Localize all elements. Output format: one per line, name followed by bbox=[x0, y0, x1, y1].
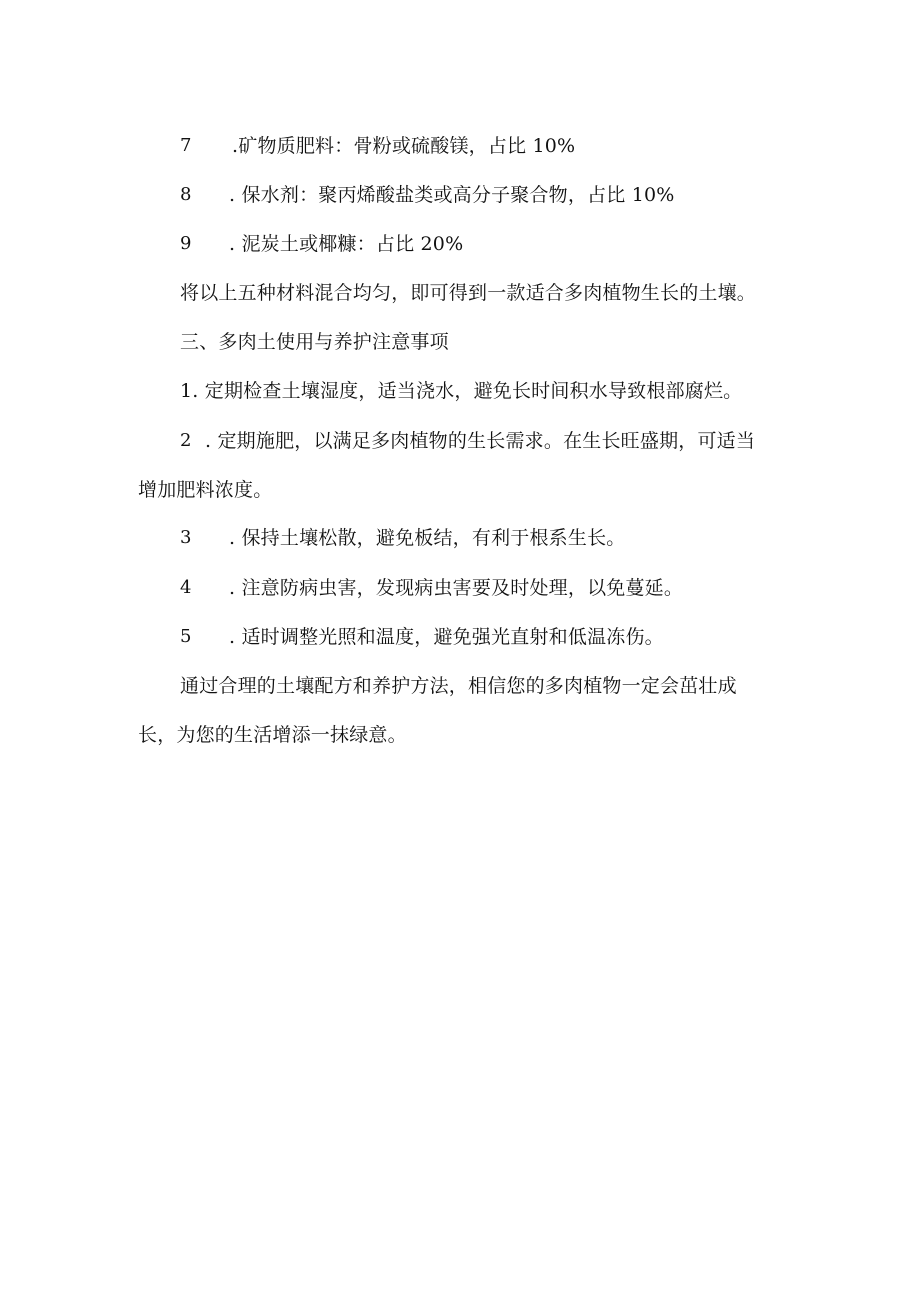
paragraph-mix-summary: 将以上五种材料混合均匀，即可得到一款适合多肉植物生长的土壤。 bbox=[180, 282, 757, 304]
tip-item-text: . 适时调整光照和温度，避免强光直射和低温冻伤。 bbox=[229, 626, 664, 648]
tip-item-number: 2 bbox=[180, 430, 192, 451]
list-item-text: .矿物质肥料：骨粉或硫酸镁，占比 10% bbox=[232, 135, 576, 157]
tip-item-text: . 定期施肥，以满足多肉植物的生长需求。在生长旺盛期，可适当 bbox=[205, 430, 756, 452]
tip-item: 1. 定期检查土壤湿度，适当浇水，避免长时间积水导致根部腐烂。 bbox=[180, 380, 743, 402]
list-item-number: 8 bbox=[180, 184, 192, 205]
list-item-number: 9 bbox=[180, 233, 192, 254]
tip-item-text: . 注意防病虫害，发现病虫害要及时处理，以免蔓延。 bbox=[229, 577, 684, 599]
paragraph-conclusion: 通过合理的土壤配方和养护方法，相信您的多肉植物一定会茁壮成 bbox=[180, 675, 737, 697]
section-heading: 三、多肉土使用与养护注意事项 bbox=[180, 331, 449, 353]
list-item-number: 7 bbox=[180, 135, 192, 156]
tip-item-number: 5 bbox=[180, 626, 192, 647]
tip-item-text-continued: 增加肥料浓度。 bbox=[138, 479, 273, 501]
list-item-text: . 保水剂：聚丙烯酸盐类或高分子聚合物，占比 10% bbox=[229, 184, 675, 206]
list-item-text: . 泥炭土或椰糠：占比 20% bbox=[229, 233, 464, 255]
tip-item-text: . 保持土壤松散，避免板结，有利于根系生长。 bbox=[229, 527, 626, 549]
paragraph-conclusion-continued: 长，为您的生活增添一抹绿意。 bbox=[138, 724, 407, 746]
tip-item-number: 3 bbox=[180, 527, 192, 548]
tip-item-number: 4 bbox=[180, 577, 192, 598]
